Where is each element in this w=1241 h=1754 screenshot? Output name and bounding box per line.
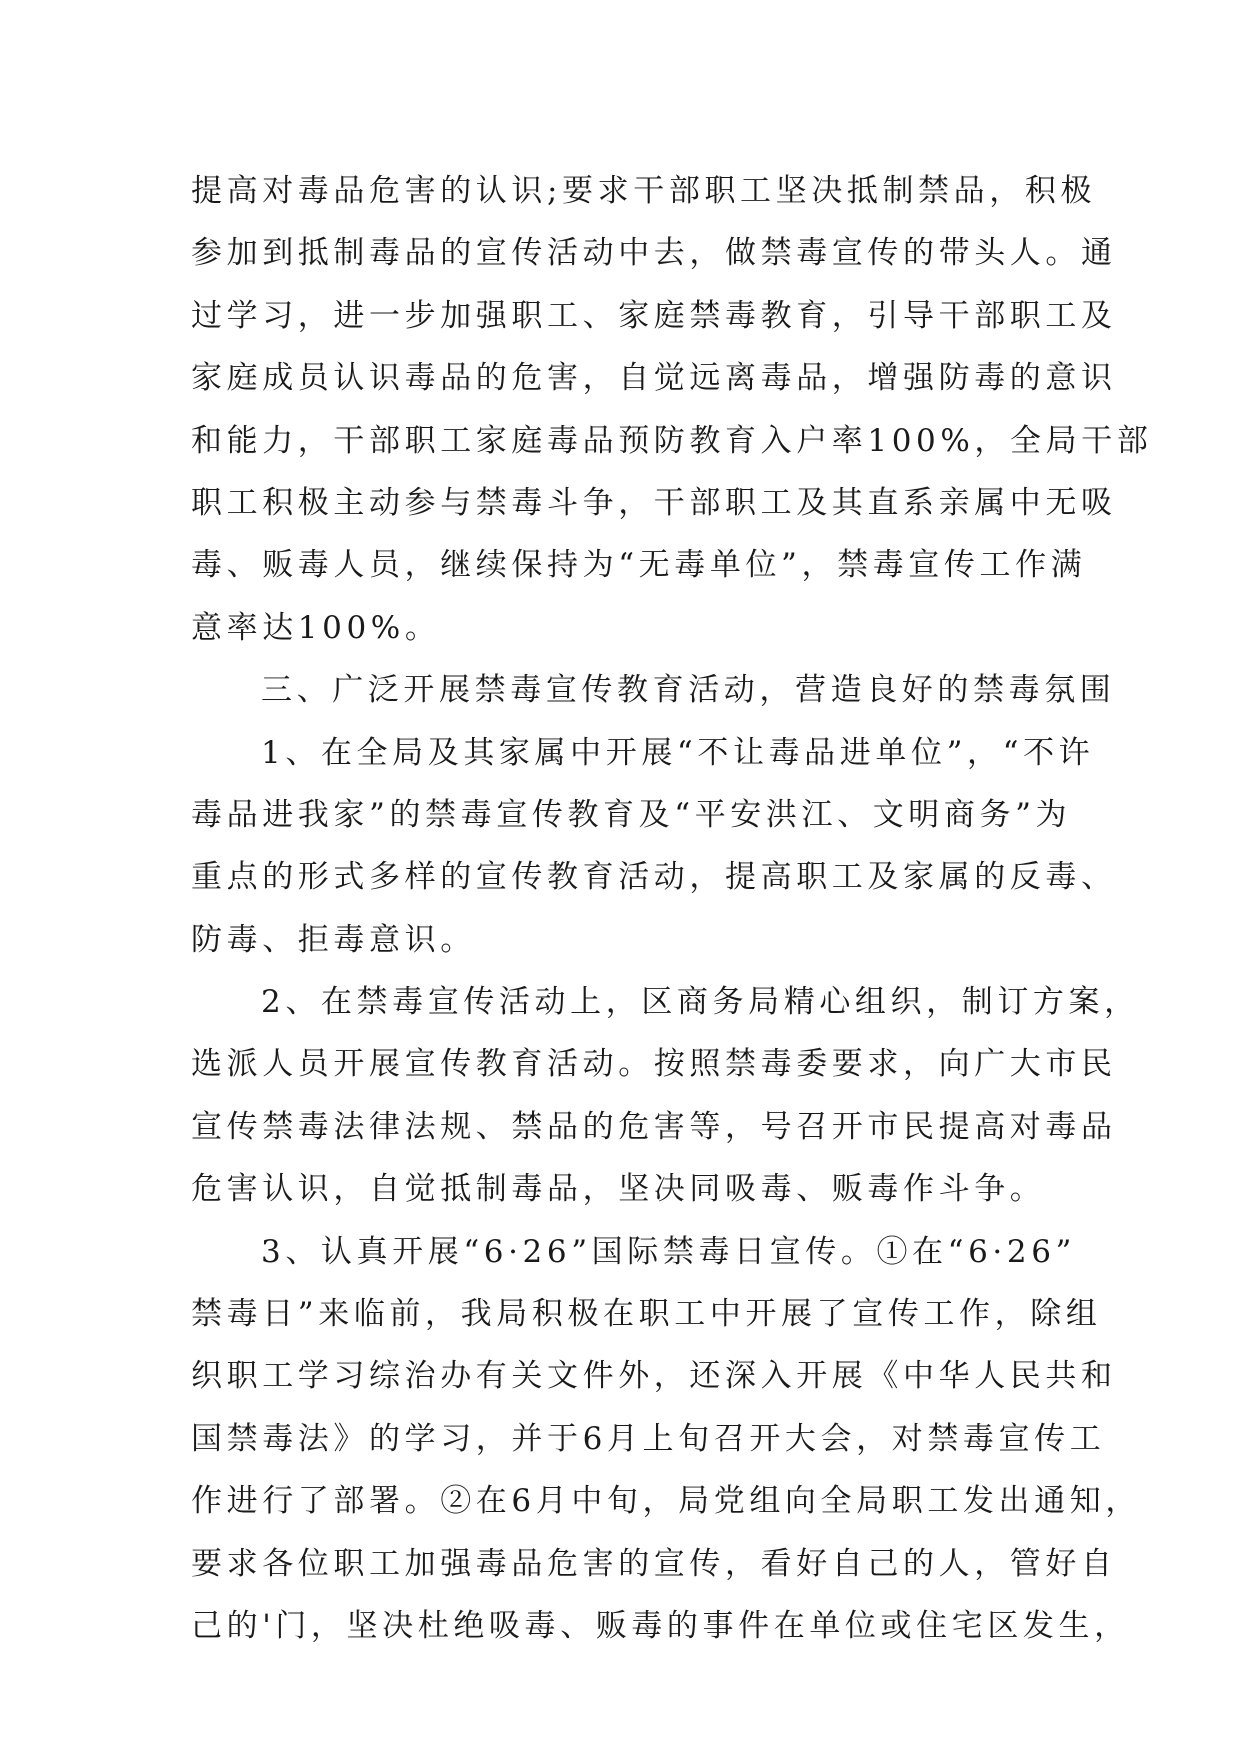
text-line: 作进行了部署。②在6月中旬，局党组向全局职工发出通知， bbox=[191, 1483, 1141, 1520]
text-line: 参加到抵制毒品的宣传活动中去，做禁毒宣传的带头人。通 bbox=[191, 235, 1117, 272]
text-line: 提高对毒品危害的认识;要求干部职工坚决抵制禁品，积极 bbox=[191, 173, 1097, 209]
text-line: 和能力，干部职工家庭毒品预防教育入户率100%，全局干部 bbox=[191, 422, 1153, 459]
text-line: 禁毒日”来临前，我局积极在职工中开展了宣传工作，除组 bbox=[191, 1296, 1102, 1333]
text-line: 过学习，进一步加强职工、家庭禁毒教育，引导干部职工及 bbox=[191, 297, 1117, 334]
text-line: 己的'门，坚决杜绝吸毒、贩毒的事件在单位或住宅区发生， bbox=[191, 1607, 1130, 1644]
text-line: 毒品进我家”的禁毒宣传教育及“平安洪江、文明商务”为 bbox=[191, 796, 1072, 833]
text-line: 2、在禁毒宣传活动上，区商务局精心组织，制订方案， bbox=[261, 984, 1140, 1021]
text-line: 织职工学习综治办有关文件外，还深入开展《中华人民共和 bbox=[191, 1358, 1117, 1395]
text-line: 毒、贩毒人员，继续保持为“无毒单位”，禁毒宣传工作满 bbox=[191, 547, 1087, 584]
text-line: 重点的形式多样的宣传教育活动，提高职工及家属的反毒、 bbox=[191, 859, 1117, 896]
text-line: 意率达100%。 bbox=[191, 609, 441, 646]
section-heading: 三、广泛开展禁毒宣传教育活动，营造良好的禁毒氛围 bbox=[261, 672, 1116, 709]
text-line: 家庭成员认识毒品的危害，自觉远离毒品，增强防毒的意识 bbox=[191, 360, 1117, 397]
text-line: 要求各位职工加强毒品危害的宣传，看好自己的人，管好自 bbox=[191, 1545, 1117, 1582]
text-line: 职工积极主动参与禁毒斗争，干部职工及其直系亲属中无吸 bbox=[191, 484, 1117, 521]
text-line: 危害认识，自觉抵制毒品，坚决同吸毒、贩毒作斗争。 bbox=[191, 1171, 1046, 1208]
text-line: 1、在全局及其家属中开展“不让毒品进单位”，“不许 bbox=[261, 734, 1095, 771]
text-line: 宣传禁毒法律法规、禁品的危害等，号召开市民提高对毒品 bbox=[191, 1108, 1117, 1145]
text-line: 选派人员开展宣传教育活动。按照禁毒委要求，向广大市民 bbox=[191, 1046, 1117, 1083]
document-body bbox=[191, 160, 1153, 1657]
text-line: 防毒、拒毒意识。 bbox=[191, 921, 476, 958]
text-line: 3、认真开展“6·26”国际禁毒日宣传。①在“6·26” bbox=[261, 1233, 1076, 1270]
text-line: 国禁毒法》的学习，并于6月上旬召开大会，对禁毒宣传工 bbox=[191, 1420, 1106, 1457]
